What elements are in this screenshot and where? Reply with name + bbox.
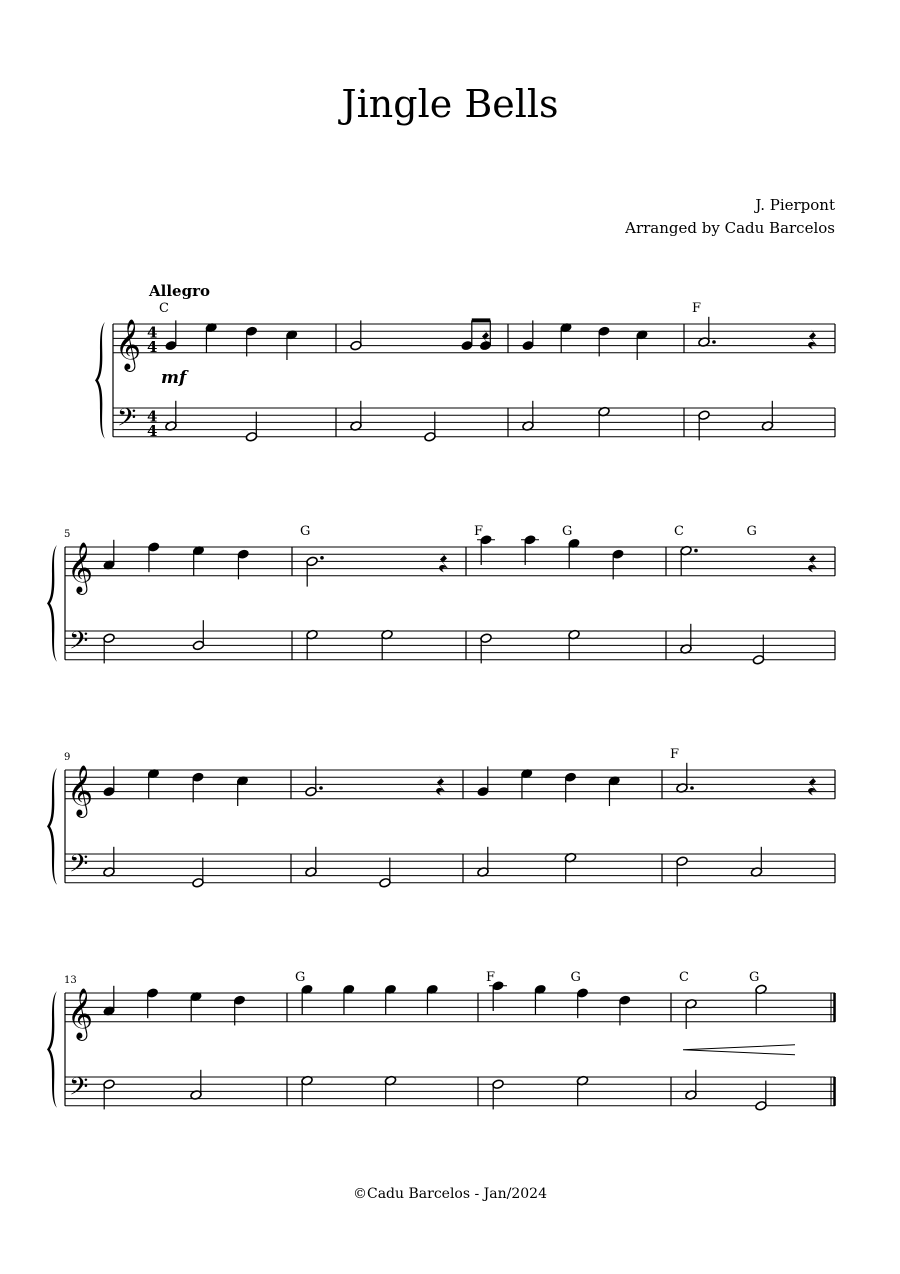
dynamic-marking: mf bbox=[161, 367, 187, 388]
measure-number: 5 bbox=[64, 529, 71, 540]
chord-symbol: G bbox=[749, 970, 760, 985]
staff-system bbox=[47, 524, 835, 665]
quarter-rest bbox=[808, 775, 817, 795]
chord-symbol: C bbox=[679, 970, 689, 985]
copyright-footer: ©Cadu Barcelos - Jan/2024 bbox=[353, 1186, 547, 1202]
treble-clef-icon: 𝄞 bbox=[67, 987, 94, 1039]
chord-symbol: G bbox=[570, 970, 581, 985]
grand-staff-brace bbox=[47, 991, 57, 1108]
treble-clef-icon: 𝄞 bbox=[67, 764, 94, 816]
quarter-rest bbox=[808, 329, 817, 349]
measure-number: 13 bbox=[64, 975, 77, 986]
grand-staff-brace bbox=[47, 545, 57, 662]
chord-symbol: G bbox=[295, 970, 306, 985]
augmentation-dot bbox=[690, 786, 694, 790]
quarter-rest bbox=[808, 552, 817, 572]
treble-clef-icon: 𝄞 bbox=[115, 318, 142, 370]
chord-symbol: C bbox=[674, 524, 684, 539]
staff-system bbox=[47, 970, 835, 1111]
grand-staff-brace bbox=[47, 768, 57, 885]
page-title: Jingle Bells bbox=[341, 82, 559, 126]
chord-symbol: F bbox=[486, 970, 496, 985]
time-signature-numerator: 4 bbox=[147, 407, 158, 426]
time-signature-denominator: 4 bbox=[147, 337, 158, 356]
chord-symbol: F bbox=[670, 747, 680, 762]
crescendo-hairpin bbox=[683, 1045, 795, 1055]
bass-clef-icon: 𝄢 bbox=[69, 849, 89, 885]
chord-symbol: G bbox=[746, 524, 757, 539]
augmentation-dot bbox=[319, 786, 323, 790]
time-signature-denominator: 4 bbox=[147, 421, 158, 440]
arranger-credit: Arranged by Cadu Barcelos bbox=[625, 219, 835, 237]
chord-symbol: G bbox=[562, 524, 573, 539]
chord-symbol: G bbox=[300, 524, 311, 539]
bass-clef-icon: 𝄢 bbox=[69, 1072, 89, 1108]
chord-symbol: F bbox=[474, 524, 484, 539]
augmentation-dot bbox=[694, 549, 698, 553]
staff-system bbox=[47, 747, 835, 888]
treble-clef-icon: 𝄞 bbox=[67, 541, 94, 593]
bass-clef-icon: 𝄢 bbox=[69, 626, 89, 662]
tempo-marking: Allegro bbox=[149, 282, 210, 300]
composer-credit: J. Pierpont bbox=[755, 196, 835, 214]
quarter-rest bbox=[439, 552, 448, 572]
quarter-rest bbox=[436, 775, 445, 795]
measure-number: 9 bbox=[64, 752, 71, 763]
grand-staff-brace bbox=[95, 322, 105, 439]
chord-symbol: C bbox=[159, 301, 169, 316]
bass-clef-icon: 𝄢 bbox=[117, 403, 137, 439]
staff-system bbox=[95, 301, 835, 442]
time-signature-numerator: 4 bbox=[147, 323, 158, 342]
augmentation-dot bbox=[320, 556, 324, 560]
augmentation-dot bbox=[712, 340, 716, 344]
chord-symbol: F bbox=[692, 301, 702, 316]
